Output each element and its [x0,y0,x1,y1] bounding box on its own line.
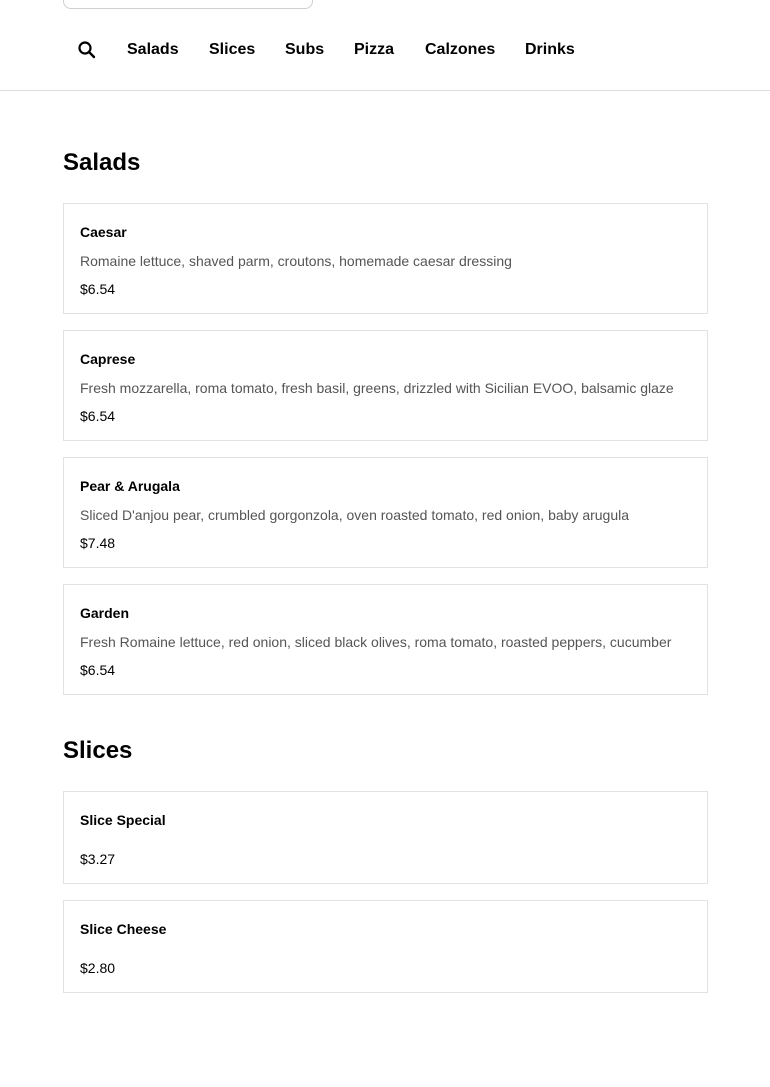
item-price: $6.54 [80,662,116,678]
item-name: Slice Special [80,812,166,828]
item-description: Romaine lettuce, shaved parm, croutons, homemade caesar dressing [80,253,512,269]
menu-item-card[interactable] [63,791,708,884]
item-description: Fresh mozzarella, roma tomato, fresh basil, greens, drizzled with Sicilian EVOO, balsamic glaze [80,380,674,396]
search-icon[interactable] [77,40,97,60]
item-name: Garden [80,605,130,621]
menu-content [63,91,708,1009]
tab-pizza[interactable]: Pizza [354,41,395,58]
tab-salads[interactable]: Salads [127,41,179,58]
item-description: Fresh Romaine lettuce, red onion, sliced black olives, roma tomato, roasted peppers, cucumber [80,634,672,650]
item-name: Caesar [80,224,127,240]
section-title-salads: Salads [63,149,141,176]
menu-item-card[interactable] [63,584,708,695]
item-price: $6.54 [80,281,116,297]
menu-item-card[interactable] [63,203,708,314]
item-price: $6.54 [80,408,116,424]
item-name: Slice Cheese [80,921,167,937]
tab-calzones[interactable]: Calzones [425,41,496,58]
item-price: $7.48 [80,535,116,551]
menu-item-card[interactable] [63,330,708,441]
category-nav [0,0,770,91]
menu-item-card[interactable] [63,900,708,993]
tab-subs[interactable]: Subs [285,41,325,58]
item-price: $2.80 [80,960,116,976]
tab-drinks[interactable]: Drinks [525,41,575,58]
menu-item-card[interactable] [63,457,708,568]
item-description: Sliced D'anjou pear, crumbled gorgonzola, oven roasted tomato, red onion, baby arugula [80,507,630,523]
tab-slices[interactable]: Slices [209,41,256,58]
slices-list [63,791,708,993]
item-price: $3.27 [80,851,116,867]
salads-list [63,203,708,695]
item-name: Pear & Arugala [80,478,180,494]
section-title-slices: Slices [63,737,133,764]
item-name: Caprese [80,351,136,367]
